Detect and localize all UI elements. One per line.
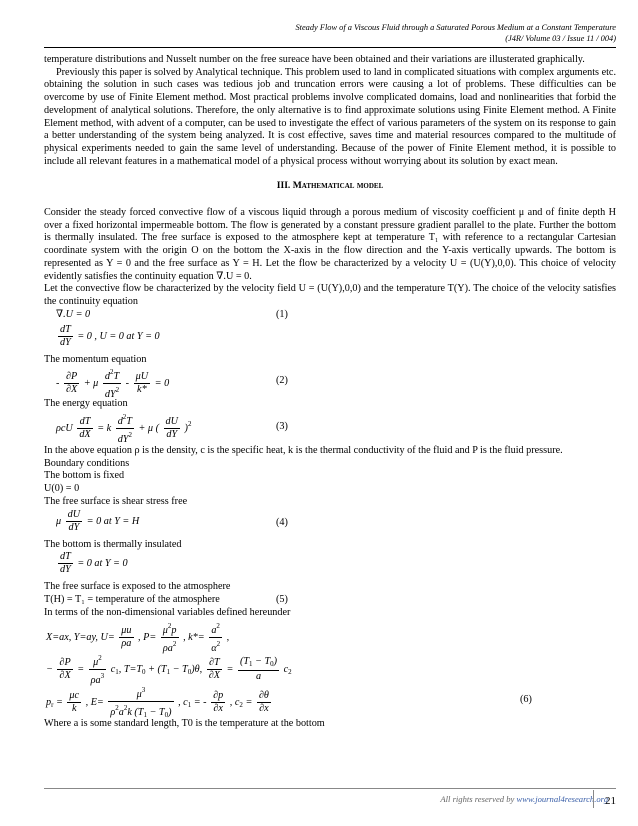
nondim-label: In terms of the non-dimensional variables defined hereunder [44,606,291,618]
footer-rights: All rights reserved by www.journal4research.org [440,794,608,804]
paragraph-fem: Previously this paper is solved by Analytical technique. This problem used to land in complicated situations with complex arguments etc. obtaining the solution in such cases was tedious job and truncation errors were causing a lot of problems. These difficulties can be overcome by use of Finite Element method. Most practical problems involve complicated domains, load and nonlinearities that forbid the development of analytical solutions. Therefore, the only alternative is to find approximate solutions using Finite Element method. A Finite Element method, with advent of a computer, can be used to investigate the effect of various parameters of the system on its response to gain a better understanding of the system being analyzed. It is cost effective, saves time and material resources compared to the multitude of physical experiments needed to gain the same level of understanding. Because of the power of Finite Element method, it is possible to include all relevant features in a mathematical model of a physical process without worrying about its solution by exact mean. [44,66,616,167]
equation-5: T(H) = T₁ = temperature of the atmosphere (5) [44,593,288,605]
paragraph-convective: Let the convective flow be characterized by the velocity field U = (U(Y),0,0) and the temperature T(Y). The choice of the velocity satisfies the continuity equation [44,283,616,307]
header-title: Steady Flow of a Viscous Fluid through a Saturated Porous Medium at a Constant Temperature [295,23,616,32]
eq-number-5: (5) [276,593,288,605]
eq-number-3: (3) [276,421,288,433]
running-header [295,22,616,44]
equation-3: ρcU $\frac{dT}{dX}$ = k $\frac{d^2T}{dY^2}$ + μ ( $\frac{dU}{dY}$ )$^2$ (3) [56,413,288,446]
equation-1b: $\frac{dT}{dY}$ = 0 , U = 0 at Y = 0 [60,323,160,348]
equation-4b: $\frac{dT}{dY}$ = 0 at Y = 0 [60,551,128,576]
section-heading: III. Mathematical model [276,180,384,192]
equation-6a: X=ax, Y=ay, U= $\frac{\mu u}{\rho a}$ , P= $\frac{\mu^2p}{\rho a^2}$ , k*= $\frac{a^2}{\alpha^2}$ , [46,621,230,654]
exposed-atmosphere: The free surface is exposed to the atmosphere [44,581,231,593]
eq-number-4: (4) [276,516,288,528]
header-volume: (J4R/ Volume 03 / Issue 11 / 004) [505,34,616,43]
paragraph-model: Consider the steady forced convective flow of a viscous liquid through a porous medium of viscosity coefficient μ and of finite depth H over a fixed horizontal impermeable bottom. The flow is generated by a constant pressure gradient parallel to the plate. Further the bottom is thermally insulated. The free surface is exposed to the atmosphere kept at temperature T₁ with reference to a rectangular Cartesian coordinate system with the origin O on the bottom the X-axis in the flow direction and the Y-axis vertically upwards. The bottom is represented as Y = 0 and the free surface as Y = H. Let the flow be characterized by a velocity U = (U(Y),0,0). This choice of velocity evidently satisfies the continuity equation ∇.U = 0. [44,207,616,282]
eq-number-6: (6) [520,693,532,705]
eq-number-2: (2) [276,375,288,387]
last-line: Where a is some standard length, T0 is the temperature at the bottom [44,717,325,729]
u-zero: U(0) = 0 [44,483,80,495]
thermally-insulated: The bottom is thermally insulated [44,538,182,550]
equation-1: ∇.U = 0 (1) [56,308,288,320]
header-rule [44,47,616,48]
eq-number-1: (1) [276,308,288,320]
momentum-label: The momentum equation [44,353,147,365]
equation-4: μ $\frac{dU}{dY}$ = 0 at Y = H (4) [56,508,288,533]
equation-6b: − $\frac{\partial P}{\partial X}$ = $\frac{\mu^2}{\rho a^3}$ $c_1$, $T=T_0 + (T_1 - T_0)\theta$, $\frac{\partial T}{\partial X}$ = $\frac{(T_1 - T_0)}{a}$ $c_2$ [46,653,292,686]
bottom-fixed: The bottom is fixed [44,470,125,482]
journal-link[interactable]: www.journal4research.org [516,794,608,804]
paragraph-symbols: In the above equation ρ is the density, c is the specific heat, k is the thermal conductivity of the fluid and P is the fluid pressure. [44,445,563,457]
footer-rule [44,788,616,789]
paragraph-intro-end: temperature distributions and Nusselt number on the free sureace have been obtained and their variations are illusterated graphically. [44,54,585,65]
shear-free: The free surface is shear stress free [44,495,188,507]
equation-2: - $\frac{\partial P}{\partial X}$ + μ $\frac{d^2T}{dY^2}$ - $\frac{\mu U}{k*}$ = 0 (2) [56,368,288,401]
equation-6c: $p_r$ = $\frac{\mu c}{k}$ , E= $\frac{\mu^3}{\rho^2a^2k (T_1 - T_0)}$ , $c_1$ = - $\frac{\partial p}{\partial x}$ , $c_2$ = $\frac{\partial\theta}{\partial x}$ (6) [46,685,532,719]
page-body [44,54,616,730]
page-number: 21 [593,790,616,808]
energy-label: The energy equation [44,398,128,410]
boundary-label: Boundary conditions [44,457,130,469]
